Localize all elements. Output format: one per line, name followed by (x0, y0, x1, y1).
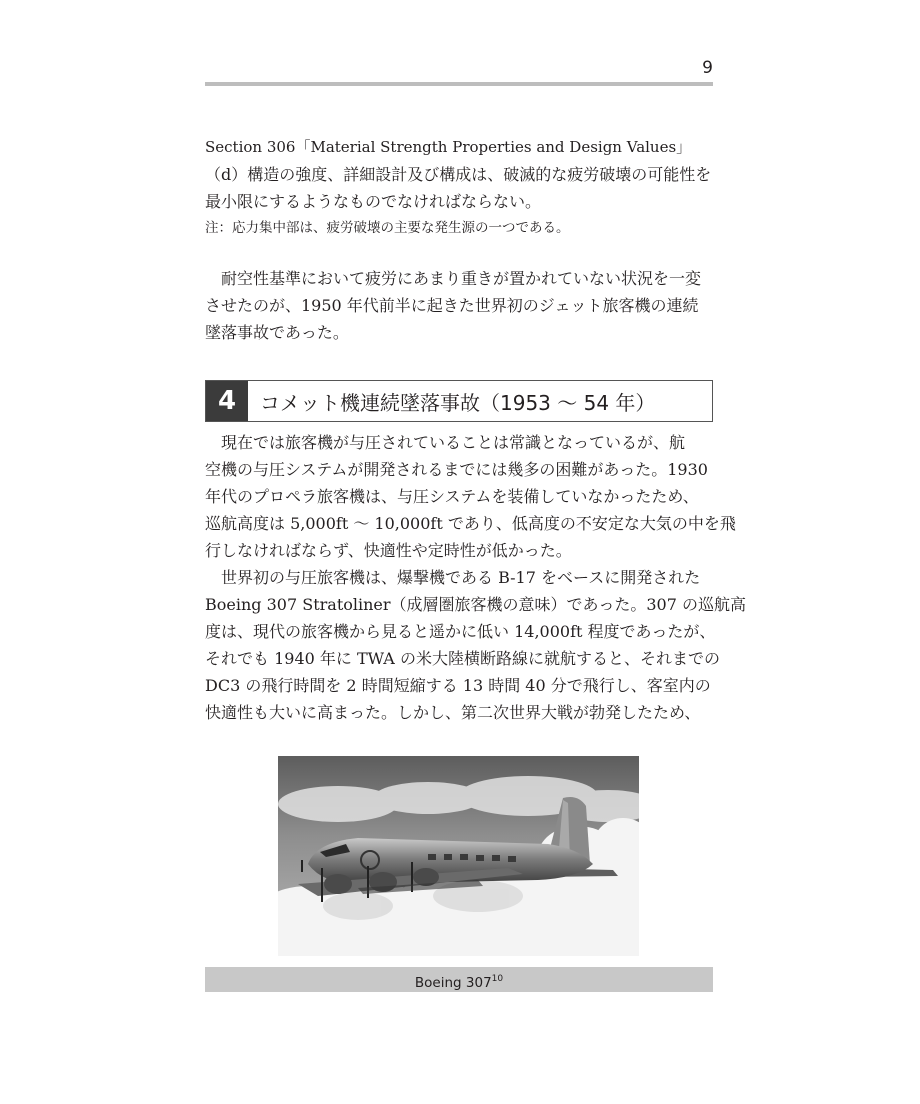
body-line: 空機の与圧システムが開発されるまでには幾多の困難があった。1930 (205, 460, 708, 479)
section-title: コメット機連続墜落事故（1953 ～ 54 年） (260, 390, 656, 415)
page-number: 9 (702, 58, 713, 78)
intro-line: 墜落事故であった。 (205, 323, 349, 342)
body-line: Boeing 307 Stratoliner（成層圏旅客機の意味）であった。307 の巡航高 (205, 595, 746, 614)
body-line: それでも 1940 年に TWA の米大陸横断路線に就航すると、それまでの (205, 649, 720, 668)
body-line: 年代のプロペラ旅客機は、与圧システムを装備していなかったため、 (205, 487, 699, 506)
body-line: 現在では旅客機が与圧されていることは常識となっているが、航 (221, 433, 686, 452)
caption-footnote: 10 (491, 974, 504, 984)
quote-line: Section 306「Material Strength Properties and Design Values」 (205, 138, 692, 156)
airplane-photo-illustration (278, 756, 639, 956)
body-line: 世界初の与圧旅客機は、爆撃機である B-17 をベースに開発された (221, 568, 701, 587)
quote-line: 最小限にするようなものでなければならない。 (205, 192, 542, 211)
quote-note: 注：応力集中部は、疲労破壊の主要な発生源の一つである。 (205, 220, 570, 236)
figure-caption (205, 967, 713, 992)
intro-line: 耐空性基準において疲労にあまり重きが置かれていない状況を一変 (221, 269, 702, 288)
section-heading (205, 380, 713, 422)
body-line: 快適性も大いに高まった。しかし、第二次世界大戦が勃発したため、 (205, 703, 701, 722)
section-number: 4 (206, 381, 248, 421)
regulation-quote (205, 134, 725, 243)
caption-text: Boeing 307 (414, 975, 492, 991)
body-line: 巡航高度は 5,000ft ～ 10,000ft であり、低高度の不安定な大気の中を飛 (205, 514, 736, 533)
airplane-photo (278, 756, 639, 956)
body-line: 行しなければならず、快適性や定時性が低かった。 (205, 541, 572, 560)
body-line: 度は、現代の旅客機から見ると遥かに低い 14,000ft 程度であったが、 (205, 622, 716, 641)
body-text (205, 429, 746, 726)
header-rule (205, 82, 713, 86)
intro-paragraph (205, 265, 725, 346)
quote-line: （d）構造の強度、詳細設計及び構成は、破滅的な疲労破壊の可能性を (205, 165, 712, 184)
intro-line: させたのが、1950 年代前半に起きた世界初のジェット旅客機の連続 (205, 296, 699, 315)
body-line: DC3 の飛行時間を 2 時間短縮する 13 時間 40 分で飛行し、客室内の (205, 676, 711, 695)
